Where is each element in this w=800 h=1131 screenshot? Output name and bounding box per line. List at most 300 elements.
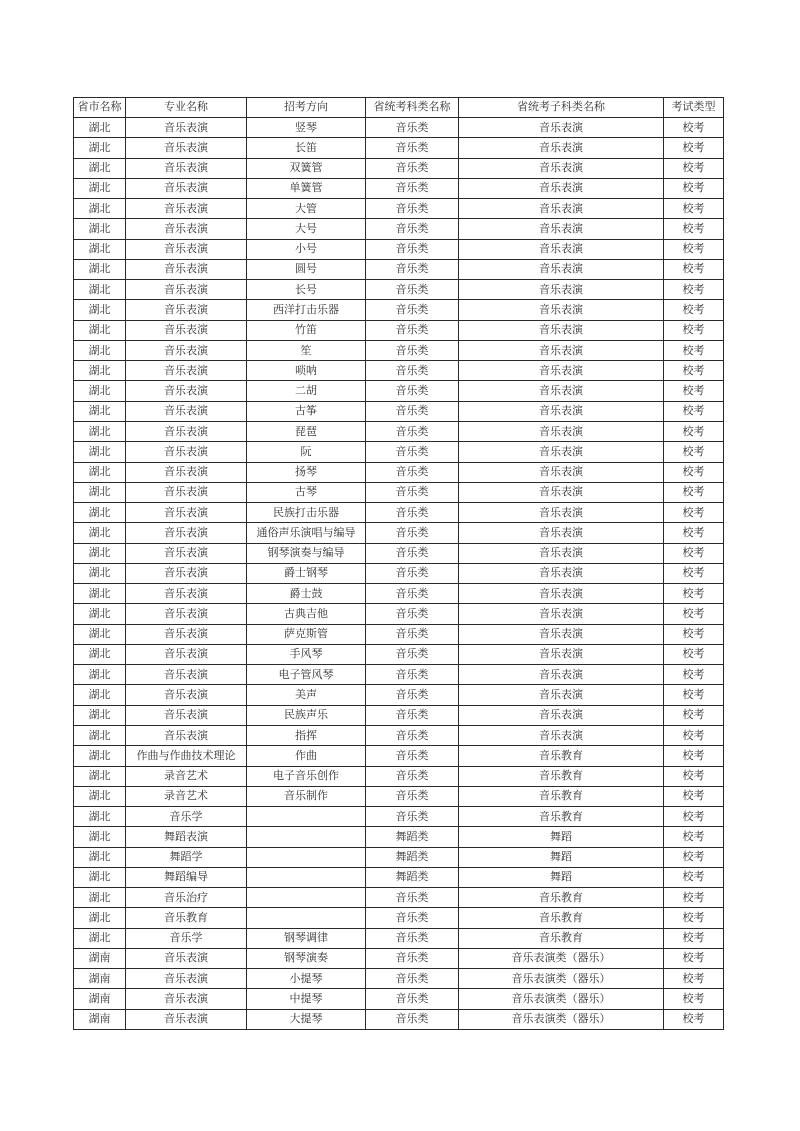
- table-cell: 音乐类: [366, 442, 459, 462]
- table-cell: 音乐类: [366, 239, 459, 259]
- table-cell: 音乐表演: [126, 644, 247, 664]
- table-cell: 音乐学: [126, 928, 247, 948]
- table-cell: 音乐类: [366, 604, 459, 624]
- table-cell: 音乐表演: [459, 381, 664, 401]
- table-cell: 湖北: [74, 259, 126, 279]
- table-cell: 音乐表演: [126, 584, 247, 604]
- table-cell: 湖北: [74, 766, 126, 786]
- table-row: [74, 219, 724, 239]
- exam-category-table: [73, 97, 724, 1030]
- table-cell: 音乐表演: [459, 563, 664, 583]
- table-cell: 校考: [664, 219, 724, 239]
- table-row: [74, 604, 724, 624]
- table-cell: 校考: [664, 503, 724, 523]
- table-cell: 校考: [664, 969, 724, 989]
- table-cell: 校考: [664, 178, 724, 198]
- table-cell: 大号: [247, 219, 366, 239]
- table-cell: 校考: [664, 1009, 724, 1029]
- table-row: [74, 178, 724, 198]
- table-cell: 录音艺术: [126, 786, 247, 806]
- table-cell: 音乐类: [366, 543, 459, 563]
- table-row: [74, 442, 724, 462]
- table-cell: 湖北: [74, 381, 126, 401]
- table-cell: 校考: [664, 948, 724, 968]
- table-cell: 舞蹈编导: [126, 867, 247, 887]
- table-row: [74, 665, 724, 685]
- table-cell: 音乐表演: [126, 503, 247, 523]
- table-cell: 湖北: [74, 199, 126, 219]
- table-cell: 通俗声乐演唱与编导: [247, 523, 366, 543]
- table-cell: [247, 888, 366, 908]
- table-cell: 湖南: [74, 969, 126, 989]
- table-cell: 音乐表演: [459, 340, 664, 360]
- table-row: [74, 827, 724, 847]
- table-cell: 音乐表演: [459, 665, 664, 685]
- table-row: [74, 685, 724, 705]
- table-cell: 古筝: [247, 401, 366, 421]
- table-cell: 音乐类: [366, 766, 459, 786]
- table-cell: 音乐类: [366, 381, 459, 401]
- table-cell: 校考: [664, 401, 724, 421]
- table-cell: 音乐类: [366, 969, 459, 989]
- table-row: [74, 340, 724, 360]
- table-cell: 音乐表演: [126, 523, 247, 543]
- column-header-exam-type: 考试类型: [664, 98, 724, 118]
- table-cell: 音乐类: [366, 644, 459, 664]
- table-cell: 湖北: [74, 523, 126, 543]
- table-cell: 音乐类: [366, 705, 459, 725]
- table-cell: 音乐表演: [126, 239, 247, 259]
- table-cell: 音乐表演: [126, 219, 247, 239]
- column-header-major: 专业名称: [126, 98, 247, 118]
- table-cell: 音乐类: [366, 786, 459, 806]
- table-cell: 校考: [664, 259, 724, 279]
- table-cell: 单簧管: [247, 178, 366, 198]
- table-cell: 音乐类: [366, 665, 459, 685]
- column-header-province: 省市名称: [74, 98, 126, 118]
- table-cell: 作曲与作曲技术理论: [126, 746, 247, 766]
- table-cell: 校考: [664, 725, 724, 745]
- table-cell: 舞蹈学: [126, 847, 247, 867]
- table-cell: 音乐表演: [459, 118, 664, 138]
- table-cell: 音乐表演: [126, 665, 247, 685]
- table-cell: 音乐表演: [126, 543, 247, 563]
- table-cell: [247, 807, 366, 827]
- table-cell: 音乐表演: [459, 523, 664, 543]
- table-cell: 湖北: [74, 746, 126, 766]
- table-cell: 湖北: [74, 665, 126, 685]
- table-cell: 琵琶: [247, 421, 366, 441]
- table-row: [74, 523, 724, 543]
- table-cell: 音乐表演: [459, 503, 664, 523]
- table-cell: 校考: [664, 320, 724, 340]
- table-cell: 湖北: [74, 604, 126, 624]
- table-cell: 指挥: [247, 725, 366, 745]
- table-row: [74, 462, 724, 482]
- table-row: [74, 624, 724, 644]
- table-cell: 音乐表演: [459, 685, 664, 705]
- table-cell: 扬琴: [247, 462, 366, 482]
- table-cell: 音乐类: [366, 948, 459, 968]
- table-cell: 电子管风琴: [247, 665, 366, 685]
- table-cell: 音乐表演: [126, 948, 247, 968]
- table-row: [74, 786, 724, 806]
- table-cell: 音乐类: [366, 340, 459, 360]
- table-cell: 圆号: [247, 259, 366, 279]
- table-cell: 校考: [664, 482, 724, 502]
- table-cell: 湖北: [74, 300, 126, 320]
- table-cell: 湖北: [74, 644, 126, 664]
- table-cell: 音乐表演类（器乐）: [459, 989, 664, 1009]
- table-cell: 音乐类: [366, 280, 459, 300]
- table-cell: 音乐类: [366, 888, 459, 908]
- table-cell: 音乐表演: [126, 340, 247, 360]
- table-cell: 古琴: [247, 482, 366, 502]
- table-cell: 音乐表演: [126, 705, 247, 725]
- table-cell: 音乐表演: [459, 280, 664, 300]
- table-cell: 音乐表演类（器乐）: [459, 1009, 664, 1029]
- table-cell: 音乐类: [366, 989, 459, 1009]
- table-cell: 校考: [664, 665, 724, 685]
- table-cell: 音乐教育: [459, 786, 664, 806]
- table-cell: 美声: [247, 685, 366, 705]
- table-cell: 音乐表演: [126, 604, 247, 624]
- table-cell: 湖北: [74, 401, 126, 421]
- table-cell: 音乐表演: [126, 989, 247, 1009]
- table-row: [74, 259, 724, 279]
- table-cell: 湖北: [74, 847, 126, 867]
- table-cell: 音乐学: [126, 807, 247, 827]
- table-cell: 音乐表演类（器乐）: [459, 948, 664, 968]
- table-row: [74, 725, 724, 745]
- table-cell: 音乐类: [366, 158, 459, 178]
- table-row: [74, 989, 724, 1009]
- table-cell: 校考: [664, 989, 724, 1009]
- table-cell: 音乐表演: [126, 300, 247, 320]
- table-cell: 唢呐: [247, 361, 366, 381]
- table-cell: 校考: [664, 847, 724, 867]
- table-row: [74, 381, 724, 401]
- table-cell: 湖北: [74, 807, 126, 827]
- table-cell: 音乐表演: [459, 482, 664, 502]
- table-cell: 音乐类: [366, 725, 459, 745]
- table-cell: 音乐表演: [126, 361, 247, 381]
- table-cell: 校考: [664, 523, 724, 543]
- table-cell: 钢琴演奏: [247, 948, 366, 968]
- table-cell: 钢琴调律: [247, 928, 366, 948]
- table-cell: 录音艺术: [126, 766, 247, 786]
- table-cell: 湖北: [74, 219, 126, 239]
- table-cell: [247, 827, 366, 847]
- table-row: [74, 705, 724, 725]
- table-cell: 音乐类: [366, 624, 459, 644]
- table-cell: 湖北: [74, 280, 126, 300]
- table-body: [74, 118, 724, 1030]
- table-row: [74, 401, 724, 421]
- table-row: [74, 482, 724, 502]
- table-cell: 音乐表演: [459, 199, 664, 219]
- table-row: [74, 361, 724, 381]
- table-cell: 校考: [664, 867, 724, 887]
- table-row: [74, 563, 724, 583]
- table-cell: 音乐表演: [459, 401, 664, 421]
- table-cell: 舞蹈: [459, 827, 664, 847]
- table-cell: 湖北: [74, 624, 126, 644]
- table-cell: 校考: [664, 158, 724, 178]
- table-row: [74, 867, 724, 887]
- table-cell: 校考: [664, 624, 724, 644]
- table-cell: 大管: [247, 199, 366, 219]
- table-cell: 校考: [664, 199, 724, 219]
- table-cell: 湖北: [74, 178, 126, 198]
- table-cell: 湖北: [74, 421, 126, 441]
- table-cell: 音乐类: [366, 503, 459, 523]
- table-cell: 湖南: [74, 948, 126, 968]
- table-cell: 湖北: [74, 158, 126, 178]
- table-row: [74, 118, 724, 138]
- column-header-direction: 招考方向: [247, 98, 366, 118]
- table-cell: 音乐表演: [459, 705, 664, 725]
- table-cell: 竖琴: [247, 118, 366, 138]
- table-cell: 钢琴演奏与编导: [247, 543, 366, 563]
- table-cell: 校考: [664, 118, 724, 138]
- table-cell: 音乐表演: [126, 401, 247, 421]
- table-cell: 音乐表演: [126, 259, 247, 279]
- table-cell: 湖南: [74, 1009, 126, 1029]
- table-cell: 音乐教育: [126, 908, 247, 928]
- table-cell: 校考: [664, 644, 724, 664]
- table-cell: 湖北: [74, 888, 126, 908]
- table-cell: 音乐类: [366, 807, 459, 827]
- table-cell: 音乐类: [366, 320, 459, 340]
- table-cell: 湖北: [74, 563, 126, 583]
- table-header-row: [74, 98, 724, 118]
- table-cell: 音乐表演: [459, 543, 664, 563]
- table-cell: 长笛: [247, 138, 366, 158]
- table-cell: 音乐教育: [459, 766, 664, 786]
- table-cell: 湖北: [74, 138, 126, 158]
- table-cell: 西洋打击乐器: [247, 300, 366, 320]
- table-cell: 湖北: [74, 503, 126, 523]
- table-cell: 湖北: [74, 786, 126, 806]
- table-row: [74, 847, 724, 867]
- table-cell: 音乐表演: [126, 199, 247, 219]
- table-row: [74, 644, 724, 664]
- table-cell: 舞蹈: [459, 847, 664, 867]
- table-cell: 湖北: [74, 482, 126, 502]
- table-cell: 校考: [664, 543, 724, 563]
- table-cell: 音乐表演: [459, 421, 664, 441]
- table-cell: 湖南: [74, 989, 126, 1009]
- table-cell: 音乐类: [366, 361, 459, 381]
- table-cell: 湖北: [74, 340, 126, 360]
- table-cell: 舞蹈类: [366, 867, 459, 887]
- table-cell: 校考: [664, 239, 724, 259]
- table-row: [74, 948, 724, 968]
- table-cell: 二胡: [247, 381, 366, 401]
- table-cell: 爵士钢琴: [247, 563, 366, 583]
- table-cell: 小号: [247, 239, 366, 259]
- table-cell: 湖北: [74, 442, 126, 462]
- table-cell: [247, 847, 366, 867]
- table-cell: 音乐教育: [459, 746, 664, 766]
- table-cell: 音乐表演: [459, 178, 664, 198]
- table-cell: 音乐表演: [126, 442, 247, 462]
- table-cell: 音乐表演: [126, 1009, 247, 1029]
- table-cell: 音乐类: [366, 118, 459, 138]
- table-cell: 音乐表演: [459, 158, 664, 178]
- table-cell: 萨克斯管: [247, 624, 366, 644]
- table-cell: 校考: [664, 138, 724, 158]
- table-cell: 湖北: [74, 361, 126, 381]
- table-cell: 音乐表演: [459, 300, 664, 320]
- table-row: [74, 584, 724, 604]
- table-row: [74, 239, 724, 259]
- table-cell: 音乐表演: [459, 644, 664, 664]
- table-cell: 音乐表演: [459, 584, 664, 604]
- table-cell: 校考: [664, 908, 724, 928]
- table-cell: 校考: [664, 827, 724, 847]
- table-cell: 音乐表演: [459, 725, 664, 745]
- table-cell: 阮: [247, 442, 366, 462]
- table-cell: 音乐表演: [459, 138, 664, 158]
- table-cell: 音乐表演: [459, 239, 664, 259]
- table-cell: 校考: [664, 705, 724, 725]
- table-row: [74, 746, 724, 766]
- table-row: [74, 543, 724, 563]
- table-cell: 音乐表演: [126, 118, 247, 138]
- table-cell: 作曲: [247, 746, 366, 766]
- table-cell: 音乐表演: [126, 685, 247, 705]
- table-row: [74, 888, 724, 908]
- table-cell: 民族打击乐器: [247, 503, 366, 523]
- table-row: [74, 300, 724, 320]
- column-header-exam-subcategory: 省统考子科类名称: [459, 98, 664, 118]
- table-cell: 电子音乐创作: [247, 766, 366, 786]
- table-cell: [247, 867, 366, 887]
- table-cell: 音乐表演: [126, 158, 247, 178]
- table-cell: 湖北: [74, 320, 126, 340]
- table-cell: 校考: [664, 381, 724, 401]
- table-cell: 音乐类: [366, 199, 459, 219]
- table-cell: 音乐治疗: [126, 888, 247, 908]
- table-cell: 音乐类: [366, 401, 459, 421]
- table-cell: 湖北: [74, 928, 126, 948]
- table-cell: 舞蹈: [459, 867, 664, 887]
- table-cell: 校考: [664, 300, 724, 320]
- table-cell: 音乐类: [366, 138, 459, 158]
- table-cell: 音乐类: [366, 300, 459, 320]
- table-cell: 音乐表演: [126, 138, 247, 158]
- table-cell: 音乐表演: [126, 178, 247, 198]
- table-cell: 音乐表演: [459, 320, 664, 340]
- table-cell: 音乐表演: [126, 462, 247, 482]
- column-header-exam-category: 省统考科类名称: [366, 98, 459, 118]
- table-cell: 校考: [664, 928, 724, 948]
- table-row: [74, 1009, 724, 1029]
- table-row: [74, 158, 724, 178]
- table-cell: 民族声乐: [247, 705, 366, 725]
- table-row: [74, 199, 724, 219]
- table-cell: 爵士鼓: [247, 584, 366, 604]
- table-cell: 双簧管: [247, 158, 366, 178]
- table-cell: 音乐表演: [459, 462, 664, 482]
- table-cell: 音乐类: [366, 462, 459, 482]
- table-row: [74, 908, 724, 928]
- table-cell: 校考: [664, 280, 724, 300]
- table-cell: 湖北: [74, 584, 126, 604]
- table-cell: 湖北: [74, 685, 126, 705]
- table-cell: 校考: [664, 807, 724, 827]
- table-row: [74, 969, 724, 989]
- table-cell: 湖北: [74, 462, 126, 482]
- table-cell: 音乐类: [366, 908, 459, 928]
- table-cell: 校考: [664, 604, 724, 624]
- table-cell: 音乐教育: [459, 908, 664, 928]
- table-cell: 校考: [664, 563, 724, 583]
- table-cell: 校考: [664, 766, 724, 786]
- table-cell: 音乐表演: [126, 320, 247, 340]
- table-cell: 竹笛: [247, 320, 366, 340]
- table-cell: 音乐教育: [459, 807, 664, 827]
- table-cell: 音乐表演: [126, 563, 247, 583]
- table-cell: 音乐表演: [126, 280, 247, 300]
- table-row: [74, 320, 724, 340]
- table-cell: 音乐表演: [126, 421, 247, 441]
- table-cell: 音乐表演类（器乐）: [459, 969, 664, 989]
- table-cell: 湖北: [74, 705, 126, 725]
- table-cell: 手风琴: [247, 644, 366, 664]
- table-row: [74, 807, 724, 827]
- table-cell: 音乐类: [366, 685, 459, 705]
- table-cell: 音乐表演: [459, 624, 664, 644]
- table-row: [74, 503, 724, 523]
- table-cell: 舞蹈类: [366, 847, 459, 867]
- table-cell: 校考: [664, 584, 724, 604]
- table-row: [74, 280, 724, 300]
- table-cell: 湖北: [74, 543, 126, 563]
- table-row: [74, 421, 724, 441]
- table-cell: 音乐表演: [459, 219, 664, 239]
- table-cell: 音乐类: [366, 746, 459, 766]
- table-cell: 校考: [664, 340, 724, 360]
- table-cell: 小提琴: [247, 969, 366, 989]
- table-cell: 音乐类: [366, 584, 459, 604]
- table-cell: 音乐类: [366, 482, 459, 502]
- table-cell: 音乐表演: [459, 259, 664, 279]
- table-cell: 音乐类: [366, 259, 459, 279]
- table-cell: 音乐类: [366, 219, 459, 239]
- table-cell: 校考: [664, 685, 724, 705]
- table-cell: 校考: [664, 888, 724, 908]
- table-cell: 校考: [664, 462, 724, 482]
- table-cell: 校考: [664, 361, 724, 381]
- table-cell: 音乐表演: [126, 725, 247, 745]
- table-cell: 湖北: [74, 908, 126, 928]
- table-cell: 音乐制作: [247, 786, 366, 806]
- table-cell: 音乐表演: [459, 604, 664, 624]
- table-cell: 音乐类: [366, 563, 459, 583]
- table-cell: 长号: [247, 280, 366, 300]
- table-cell: 湖北: [74, 867, 126, 887]
- table-cell: 笙: [247, 340, 366, 360]
- table-cell: 舞蹈类: [366, 827, 459, 847]
- table-cell: 舞蹈表演: [126, 827, 247, 847]
- table-cell: 音乐类: [366, 1009, 459, 1029]
- table-cell: 音乐表演: [126, 482, 247, 502]
- table-cell: 音乐表演: [126, 624, 247, 644]
- table-cell: 音乐类: [366, 178, 459, 198]
